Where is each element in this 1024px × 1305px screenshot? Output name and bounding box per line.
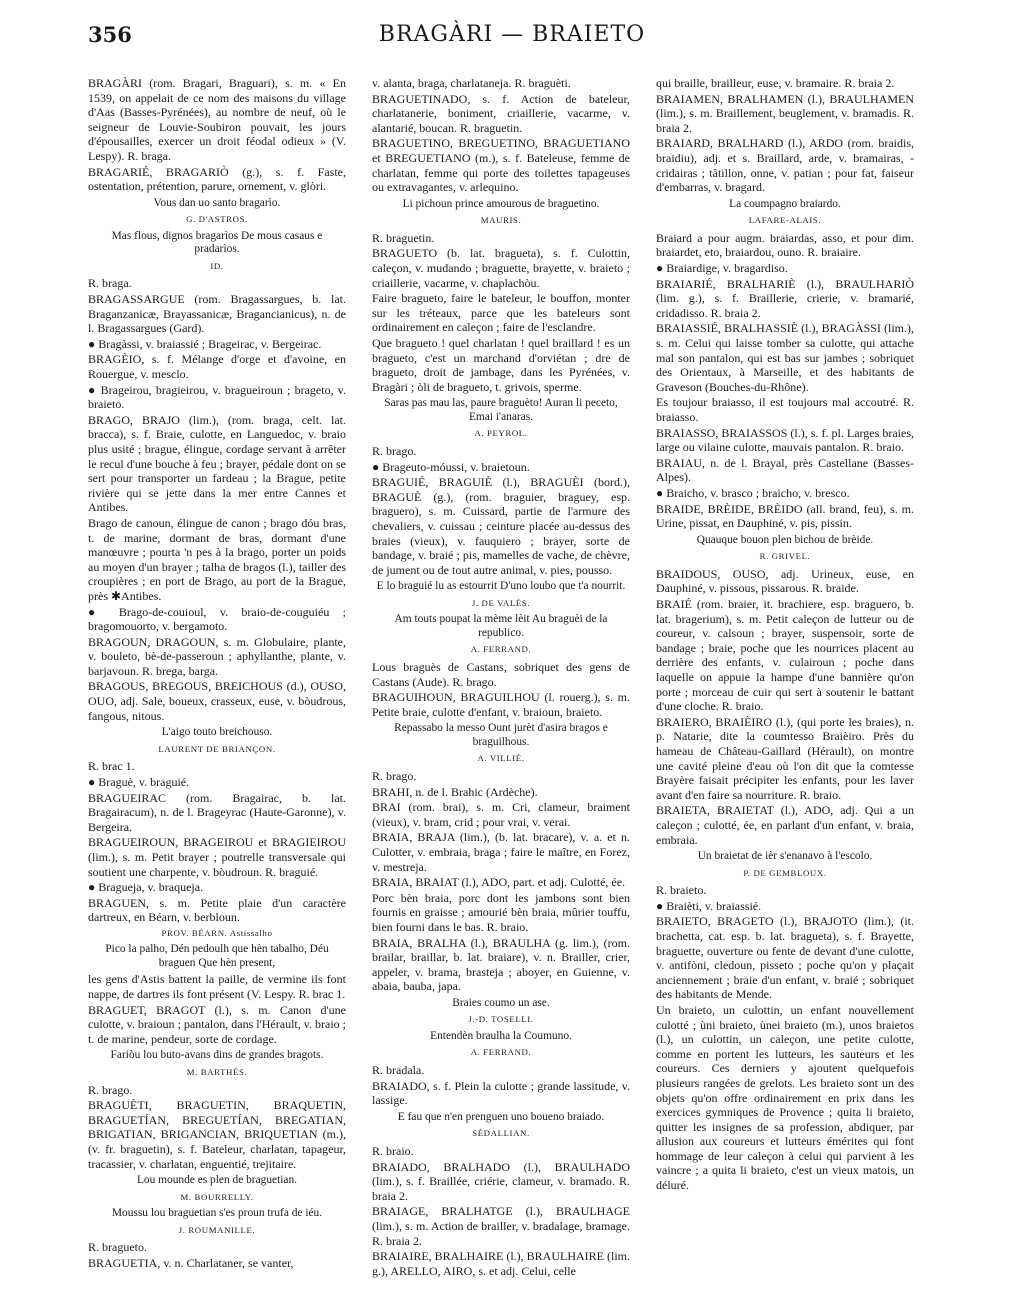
dictionary-entry: BRAGUETIA, v. n. Charlataner, se vanter,: [88, 1255, 294, 1270]
column-1: [88, 76, 346, 1292]
quotation: Repassabo la messo Ount jurèt d'asira bragos e braguilhous.: [394, 722, 608, 748]
dictionary-entry: ● Braicho, v. brasco ; braicho, v. bresco.: [656, 485, 850, 500]
dictionary-entry: R. braguetin.: [372, 230, 435, 245]
dictionary-entry: BRAGUETINO, BREGUETINO, BRAGUETIANO et BREGUETIANO (m.), s. f. Bateleuse, femme de charlatan, femme qui porte des toilettes tapageuses ou extravagantes, v. arlequino.: [372, 136, 630, 195]
dictionary-entry: Braiard a pour augm. braiardas, asso, et pour dim. braiardet, eto, braiardou, ouno. R. braiaire.: [656, 230, 914, 260]
dictionary-entry: BRAIÉ (rom. braier, it. brachiere, esp. braguero, b. lat. bragerium), s. m. Petit caleçon de lutteur ou de coureur, v. calsoun ; brayer, suspensoir, sorte de bandage ; braie, poche que les nourrices placent au derrière des enfants, v. culairoun ; poche dans laquelle on appuie la hampe d'une bannière qu'on porte ; morceau de cuir qui sert à soutenir le battant d'une cloche. R. braio.: [656, 597, 914, 714]
quotation: Pico la palho, Dén pedoulh que hèn tabalho, Déu braguen Que hèn present,: [105, 943, 329, 969]
quotation: Moussu lou braguetian s'es proun trufa de iéu.: [111, 1207, 323, 1220]
dictionary-entry: BRAGOUN, DRAGOUN, s. m. Globulaire, plante, v. bouleto, bè-de-passeroun ; aphyllanthe, plante, v. barjavoun. R. brega, barga.: [88, 634, 346, 678]
dictionary-entry: Lous braguès de Castans, sobriquet des gens de Castans (Aude). R. brago.: [372, 660, 630, 689]
dictionary-entry: BRAIAIRE, BRALHAIRE (l.), BRAULHAIRE (lim. g.), ARELLO, AIRO, s. et adj. Celui, celle: [372, 1249, 630, 1278]
page-number: 356: [88, 22, 132, 47]
dictionary-entry: R. brago.: [88, 1082, 133, 1097]
quotation-author: P. DE GEMBLOUX.: [743, 867, 827, 878]
dictionary-entry: BRAIA, BRAIAT (l.), ADO, part. et adj. Culotté, ée.: [372, 875, 626, 890]
dictionary-entry: BRAGÀRI (rom. Bragari, Braguari), s. m. « En 1539, on appelait de ce nom des maisons du village d'Aas (Basses-Pyrénées), au nombre de neuf, où le seigneur de Louvie-Soubiron pouvait, les jours d'épousailles, exercer un droit féodal odieux » (V. Lespy). R. braga.: [88, 76, 346, 163]
quotation-author: A. FERRAND.: [470, 644, 532, 655]
dictionary-entry: BRAGUEIRAC (rom. Bragairac, b. lat. Bragairacum), n. de l. Brageyrac (Haute-Garonne), v. Bergeira.: [88, 790, 346, 834]
dictionary-entry: R. braga.: [88, 276, 132, 291]
quotation: Saras pas mau las, paure braguèto! Auran li peceto, Emai i'anaras.: [384, 397, 618, 423]
quotation-author: PROV. BÉARN. Astissalho: [161, 927, 273, 938]
quotation-author: G. D'ASTROS.: [186, 214, 248, 225]
quotation-author: M. BARTHÉS.: [186, 1066, 248, 1077]
dictionary-entry: BRAIASSIÉ, BRALHASSIÈ (l.), BRAGÀSSI (lim.), s. m. Celui qui laisse tomber sa culotte, qui attache mal son pantalon, qui est bas sur jambes ; sobriquet des Orientaux, à Marseille, et des habitants de Graveson (Bouches-du-Rhône).: [656, 321, 914, 394]
quotation-author: A. VILLIÉ.: [477, 753, 525, 764]
quotation: Braies coumo un ase.: [452, 996, 550, 1009]
dictionary-entry: R. bradala.: [372, 1063, 425, 1078]
dictionary-entry: BRAIAMEN, BRALHAMEN (l.), BRAULHAMEN (lim.), s. m. Braillement, beuglement, v. bramadis. R. braia 2.: [656, 91, 914, 135]
dictionary-entry: ● Brago-de-couioul, v. braio-de-couguiéu ; bragomouorto, v. bergamoto.: [88, 604, 346, 634]
dictionary-entry: BRAIERO, BRAIÈIRO (l.), (qui porte les braies), n. p. Natarie, dite la coumtesso Braièiro. Près du hameau de Château-Gaillard (Hérault), on montre une cavité pleine d'eau où l'on dit que la comtesse Brayère faisait précipiter les enfants, pour les laver avant d'en faire sa nourriture. R. braio.: [656, 714, 914, 802]
dictionary-entry: BRAIAU, n. de l. Brayal, près Castellane (Basses-Alpes).: [656, 455, 914, 485]
dictionary-entry: Brago de canoun, élingue de canon ; brago dóu bras, t. de marine, dormant de bras, dormant d'une manœuvre ; pourta 'n pes à la brago, porter un poids au moyen d'un brayer ; talha de bragos (l.), tailler des croupières ; en port de Brago, au port de la Brague, près ✱Antibes.: [88, 515, 346, 603]
dictionary-entry: BRAGASSARGUE (rom. Bragassargues, b. lat. Braganzanicæ, Brayassanicæ, Bragancianicus), n. de l. Bragassargues (Gard).: [88, 292, 346, 336]
quotation: Un braietat de ièr s'enanavo à l'escolo.: [697, 850, 873, 863]
quotation: Mas flous, dignos bragarìos De mous casaus e pradarìos.: [111, 229, 323, 256]
dictionary-entry: BRAIARIÉ, BRALHARIÈ (l.), BRAULHARIÒ (lim. g.), s. f. Braillerie, crierie, v. bramarié, cridadisso. R. braia 2.: [656, 276, 914, 320]
quotation-author: J. DE VALÈS.: [471, 597, 531, 608]
dictionary-entry: Es toujour braiasso, il est toujours mal accoutré. R. braiasso.: [656, 395, 914, 424]
dictionary-entry: Que bragueto ! quel charlatan ! quel braillard ! es un bragueto, c'est un marchand d'orviétan ; dre de bragueto, droit de jambage, dans les Pyrénées, v. Bragàri ; òli de bragueto, t. grivois, sperme.: [372, 336, 630, 394]
dictionary-entry: ● Braguè, v. braguié.: [88, 774, 190, 789]
dictionary-entry: BRAIASSO, BRAIASSOS (l.), s. f. pl. Larges braies, large ou vilaine culotte, mauvais pantalon. R. braio.: [656, 425, 914, 455]
dictionary-entry: BRAIDOUS, OUSO, adj. Urineux, euse, en Dauphiné, v. pissous, pissarous. R. braide.: [656, 566, 914, 596]
dictionary-entry: qui braille, brailleur, euse, v. bramaire. R. braia 2.: [656, 76, 895, 90]
dictionary-entry: BRAHI, n. de l. Brahic (Ardèche).: [372, 784, 538, 799]
quotation-author: ID.: [210, 260, 224, 271]
dictionary-entry: BRAIARD, BRALHARD (l.), ARDO (rom. braidis, braidiu), adj. et s. Braillard, arde, v. bramairas, -cridairas ; tâtillon, onne, v. patian ; pour fat, faiseur d'embarras, v. bragard.: [656, 136, 914, 195]
quotation-author: LAFARE-ALAIS.: [748, 215, 822, 226]
dictionary-entry: BRAIAGE, BRALHATGE (l.), BRAULHAGE (lim.), s. m. Action de brailler, v. bradalage, bramage. R. braia 2.: [372, 1204, 630, 1248]
dictionary-entry: BRAI (rom. brai), s. m. Cri, clameur, braiment (vieux), v. bram, crid ; pour vrai, v. verai.: [372, 800, 630, 829]
quotation-author: A. FERRAND.: [470, 1047, 532, 1058]
quotation: Li pichoun prince amourous de braguetino.: [402, 197, 600, 210]
dictionary-entry: BRAIA, BRAJA (lim.), (b. lat. bracare), v. a. et n. Culotter, v. embraia, braga ; faire le maître, en Forez, v. mestreja.: [372, 830, 630, 874]
dictionary-entry: Faire bragueto, faire le bateleur, le bouffon, monter sur les tréteaux, parce que les bateleurs sont ordinairement en caleçon ; faire de l'esclandre.: [372, 291, 630, 335]
dictionary-entry: BRAIETA, BRAIETAT (l.), ADO, adj. Qui a un caleçon ; culotté, ée, en parlant d'un enfant, v. braia, embraia.: [656, 803, 914, 847]
dictionary-entry: R. brago.: [372, 443, 417, 458]
dictionary-entry: BRAGUÈTI, BRAGUETIN, BRAQUETIN, BRAGUETÍAN, BREGUETÍAN, BREGATIAN, BRIGATIAN, BRIGANCIAN, BRIQUETIAN (m.), (v. fr. braguetin), s. f. Bateleur, charlatan, tapageur, tracassier, v. charlatan, enguentié, trejitaire.: [88, 1098, 346, 1171]
dictionary-entry: BRAIADO, s. f. Plein la culotte ; grande lassitude, v. lassige.: [372, 1078, 630, 1108]
dictionary-entry: BRAGUIÉ, BRAGUIÈ (l.), BRAGUÈI (bord.), BRAGUÈ (g.), (rom. braguier, braguey, esp. braguero), s. m. Cuissard, partie de l'armure des chevaliers, v. cuissau ; ceinture placée au-dessus des braies (vieux), v. fauquiero ; brayer, sorte de bandage, v. braié ; pis, mamelles de vache, de chèvre, de jument ou de tout autre animal, v. pies, pousso.: [372, 475, 630, 577]
dictionary-entry: ● Brageirou, bragieirou, v. bragueiroun ; brageto, v. braieto.: [88, 382, 346, 412]
dictionary-entry: BRAGUEIROUN, BRAGEIROU et BRAGIEIROU (lim.), s. m. Petit brayer ; poutrelle transversale qui soutient une charpente, v. bòudroun. R. braguié.: [88, 835, 346, 879]
dictionary-entry: BRAGARIÉ, BRAGARIÒ (g.), s. f. Faste, ostentation, prétention, parure, ornement, v. glòri.: [88, 164, 346, 194]
dictionary-entry: ● Bragàssi, v. braiassié ; Brageirac, v. Bergeirac.: [88, 336, 322, 351]
quotation: Entendèn braulha la Coumuno.: [430, 1029, 572, 1042]
quotation-author: M. BOURRELLY.: [180, 1191, 254, 1202]
dictionary-entry: ● Braièti, v. braiassié.: [656, 898, 762, 913]
quotation-author: MAURIS.: [480, 215, 522, 226]
page-header: [88, 22, 936, 54]
dictionary-entry: BRAIETO, BRAGETO (l.), BRAJOTO (lim.), (it. brachetta, cat. esp. b. lat. bragueta), s. f. Brayette, braguette, ouverture ou fente de devant d'une culotte, v. antifòni, cledoun, pisseto ; poche qu'on y plaçait anciennement ; braie d'un enfant, v. braié ; sobriquet des habitants de Mende.: [656, 914, 914, 1002]
dictionary-entry: R. brago.: [372, 768, 417, 783]
dictionary-entry: v. alanta, braga, charlataneja. R. braguèti.: [372, 76, 571, 90]
dictionary-entry: BRAGUETO (b. lat. bragueta), s. f. Culottin, caleçon, v. mudando ; braguette, brayette, v. braieto ; criaillerie, vacarme, v. chaplachòu.: [372, 246, 630, 290]
dictionary-entry: BRAIADO, BRALHADO (l.), BRAULHADO (lim.), s. f. Braillée, criérie, clameur, v. bramado. R. braia 2.: [372, 1159, 630, 1203]
dictionary-entry: R. brac 1.: [88, 759, 135, 774]
quotation: E lo braguié lu as estourrit D'uno loubo que t'a nourrit.: [376, 580, 626, 593]
dictionary-entry: BRAGÈIO, s. f. Mélange d'orge et d'avoine, en Rouergue, v. mesclo.: [88, 352, 346, 381]
quotation: Quauque bouon plen bichou de brèide.: [696, 533, 874, 546]
column-3: [656, 76, 914, 1292]
quotation-author: A. PEYROL.: [474, 428, 528, 439]
quotation: E fau que n'en prenguen uno boueno braiado.: [397, 1110, 605, 1123]
dictionary-entry: BRAGUEN, s. m. Petite plaie d'un caractère dartreux, en Béarn, v. berbloun.: [88, 895, 346, 925]
quotation: Lou mounde es plen de braguetian.: [136, 1174, 298, 1187]
dictionary-entry: BRAIA, BRALHA (l.), BRAULHA (g. lim.), (rom. brailar, braillar, b. lat. braiare), v. n. Brailler, crier, appeler, v. brama, brasteja ; aboyer, en Guienne, v. abaia, bauba, japa.: [372, 935, 630, 994]
quotation: L'aigo touto breichouso.: [161, 726, 273, 739]
quotation-author: LAURENT DE BRIANÇON.: [158, 743, 276, 754]
dictionary-entry: BRAIDE, BRÈIDE, BRÈIDO (all. brand, feu), s. m. Urine, pissat, en Dauphiné, v. pis, pissin.: [656, 501, 914, 531]
quotation: Am touts poupat la mème lèit Au braguèi de la republico.: [394, 613, 608, 639]
quotation: La coumpagno braiardo.: [729, 197, 841, 210]
quotation: Vous dan uo santo bragarìo.: [153, 196, 281, 209]
quotation-author: SÉDALLIAN.: [472, 1128, 530, 1139]
quotation: Fariòu lou buto-avans dins de grandes bragots.: [110, 1049, 324, 1062]
dictionary-entry: BRAGUETINADO, s. f. Action de bateleur, charlatanerie, boniment, criaillerie, vacarme, v. alantarié, boucan. R. braguetin.: [372, 91, 630, 135]
dictionary-entry: ● Braiardige, v. bragardiso.: [656, 261, 788, 276]
dictionary-entry: BRAGUIHOUN, BRAGUILHOU (l. rouerg.), s. m. Petite braie, culotte d'enfant, v. braioun, braieto.: [372, 690, 630, 719]
dictionary-entry: Porc bèn braia, porc dont les jambons sont bien fournis en graisse ; amourié bèn braia, mûrier touffu, bien fourni dans le bas. R. braio.: [372, 890, 630, 934]
dictionary-entry: les gens d'Astis battent la paille, de vermine ils font nappe, de dartres ils font présent (V. Lespy. R. brac 1.: [88, 972, 346, 1002]
dictionary-entry: BRAGO, BRAJO (lim.), (rom. braga, celt. lat. bracca), s. f. Braie, culotte, en Languedoc, v. braio plus usité ; brague, élingue, cordage servant à arrêter le recul d'une bouche à feu ; brayer, pédale dont on se sert pour transporter un fardeau ; la Brague, petite rivière qui se jette dans la mer entre Cannes et Antibes.: [88, 412, 346, 515]
quotation-author: J.-D. TOSELLI.: [468, 1014, 534, 1025]
column-2: [372, 76, 630, 1292]
dictionary-entry: BRAGUET, BRAGOT (l.), s. m. Canon d'une culotte, v. braioun ; pantalon, dans l'Hérault, v. braio ; t. de marine, pendeur, sorte de cordage.: [88, 1002, 346, 1046]
dictionary-entry: R. braieto.: [656, 883, 707, 898]
dictionary-entry: ● Bragueja, v. braqueja.: [88, 880, 204, 895]
dictionary-entry: Un braieto, un culottin, un enfant nouvellement culotté ; ùni braieto, ùnei braieto (m.), unos braietos (l.), un culottin, un caleçon, une petite culotte, comme en portent les lutteurs, les sauteurs et les coureurs. Ces derniers y ajoutent quelquefois plusieurs rangées de grelots. Les braieto sont un des objets qu'on offre ordinairement en prix dans les exercices gymniques de Provence ; quita li braieto, quitter les insignes de sa profession, abdiquer, par allusion aux coureurs et lutteurs émérites qui font hommage de leur caleçon à celui qui parvient à les vaincre ; a quita li braieto, c'est un vieux matois, un déluré.: [656, 1002, 914, 1193]
running-head: BRAGÀRI — BRAIETO: [378, 22, 646, 47]
quotation-author: R. GRIVEL.: [759, 551, 811, 562]
dictionary-entry: ● Brageuto-móussi, v. braietoun.: [372, 459, 530, 474]
quotation-author: J. ROUMANILLE.: [178, 1224, 256, 1235]
dictionary-entry: R. braio.: [372, 1143, 414, 1158]
dictionary-entry: BRAGOUS, BREGOUS, BREICHOUS (d.), OUSO, OUO, adj. Sale, boueux, crasseux, euse, v. bòudrous, fangous, nitous.: [88, 679, 346, 723]
dictionary-entry: R. bragueto.: [88, 1240, 147, 1255]
